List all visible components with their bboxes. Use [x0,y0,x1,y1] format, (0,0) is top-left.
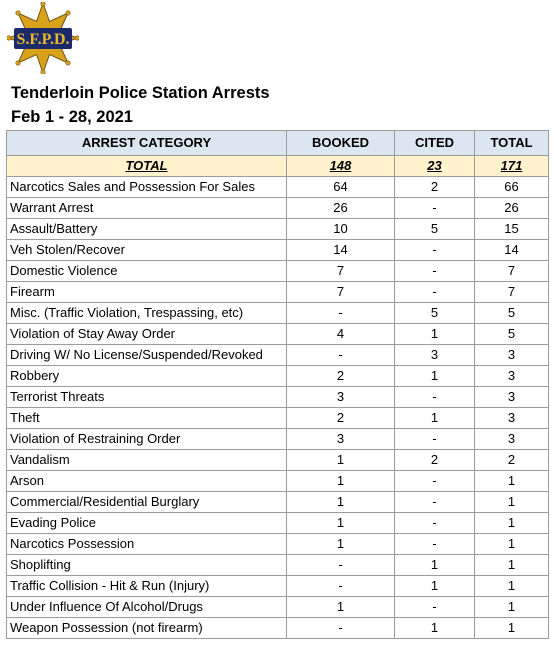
cited-cell: 1 [395,324,475,345]
booked-cell: 26 [287,198,395,219]
booked-cell: - [287,345,395,366]
table-row [7,219,549,240]
arrest-category-cell: Evading Police [7,513,287,534]
booked-cell: 64 [287,177,395,198]
cited-cell: - [395,198,475,219]
total-cell: 1 [475,576,549,597]
table-row [7,534,549,555]
total-cell: 5 [475,324,549,345]
table-row [7,282,549,303]
table-row [7,492,549,513]
arrest-category-cell: Shoplifting [7,555,287,576]
booked-cell: - [287,555,395,576]
table-row [7,366,549,387]
booked-cell: - [287,576,395,597]
total-cell: 66 [475,177,549,198]
booked-cell: 1 [287,513,395,534]
total-cell: 1 [475,618,549,639]
total-cell: 3 [475,387,549,408]
cited-cell: 1 [395,555,475,576]
arrest-category-cell: Firearm [7,282,287,303]
arrest-category-cell: Driving W/ No License/Suspended/Revoked [7,345,287,366]
total-cell: 15 [475,219,549,240]
booked-cell: 14 [287,240,395,261]
booked-cell: 2 [287,408,395,429]
total-cell: 3 [475,408,549,429]
totals-row [7,156,549,177]
arrest-category-cell: Terrorist Threats [7,387,287,408]
sfpd-star-badge-logo [7,2,79,74]
arrest-category-cell: Violation of Stay Away Order [7,324,287,345]
totals-total: 171 [475,156,549,177]
total-cell: 1 [475,513,549,534]
arrest-category-cell: Traffic Collision - Hit & Run (Injury) [7,576,287,597]
cited-cell: 1 [395,408,475,429]
cited-cell: 2 [395,450,475,471]
table-row [7,177,549,198]
total-cell: 1 [475,471,549,492]
table-row [7,303,549,324]
cited-cell: 5 [395,219,475,240]
report-date-range: Feb 1 - 28, 2021 [11,108,133,126]
cited-cell: - [395,261,475,282]
booked-cell: 10 [287,219,395,240]
logo-text: S.F.P.D. [16,31,70,48]
total-cell: 14 [475,240,549,261]
arrest-category-cell: Violation of Restraining Order [7,429,287,450]
cited-cell: - [395,597,475,618]
report-title: Tenderloin Police Station Arrests [11,84,270,102]
arrest-category-cell: Misc. (Traffic Violation, Trespassing, etc) [7,303,287,324]
cited-cell: 3 [395,345,475,366]
total-cell: 3 [475,366,549,387]
arrest-category-cell: Vandalism [7,450,287,471]
table-row [7,324,549,345]
table-row [7,345,549,366]
header-total: TOTAL [475,131,549,156]
total-cell: 2 [475,450,549,471]
booked-cell: 1 [287,471,395,492]
totals-cited: 23 [395,156,475,177]
table-row [7,198,549,219]
table-row [7,261,549,282]
table-row [7,240,549,261]
cited-cell: - [395,387,475,408]
cited-cell: - [395,492,475,513]
table-row [7,387,549,408]
totals-label: TOTAL [7,156,287,177]
total-cell: 1 [475,597,549,618]
arrest-category-cell: Commercial/Residential Burglary [7,492,287,513]
total-cell: 26 [475,198,549,219]
booked-cell: - [287,618,395,639]
arrest-category-cell: Under Influence Of Alcohol/Drugs [7,597,287,618]
arrest-category-cell: Narcotics Possession [7,534,287,555]
cited-cell: - [395,513,475,534]
total-cell: 3 [475,345,549,366]
booked-cell: 1 [287,534,395,555]
table-row [7,555,549,576]
cited-cell: 2 [395,177,475,198]
header-cited: CITED [395,131,475,156]
booked-cell: 7 [287,261,395,282]
cited-cell: 1 [395,618,475,639]
totals-booked: 148 [287,156,395,177]
total-cell: 7 [475,282,549,303]
table-row [7,513,549,534]
booked-cell: 1 [287,597,395,618]
cited-cell: 5 [395,303,475,324]
arrest-category-cell: Veh Stolen/Recover [7,240,287,261]
cited-cell: - [395,471,475,492]
total-cell: 1 [475,492,549,513]
arrest-category-cell: Arson [7,471,287,492]
total-cell: 1 [475,555,549,576]
arrest-category-cell: Robbery [7,366,287,387]
cited-cell: - [395,240,475,261]
table-row [7,618,549,639]
booked-cell: 4 [287,324,395,345]
arrest-category-cell: Assault/Battery [7,219,287,240]
booked-cell: 3 [287,429,395,450]
cited-cell: - [395,534,475,555]
table-row [7,408,549,429]
arrest-category-cell: Warrant Arrest [7,198,287,219]
arrest-category-cell: Narcotics Sales and Possession For Sales [7,177,287,198]
booked-cell: - [287,303,395,324]
booked-cell: 1 [287,492,395,513]
table-row [7,471,549,492]
cited-cell: - [395,429,475,450]
arrest-category-cell: Theft [7,408,287,429]
booked-cell: 1 [287,450,395,471]
booked-cell: 2 [287,366,395,387]
total-cell: 3 [475,429,549,450]
total-cell: 5 [475,303,549,324]
cited-cell: - [395,282,475,303]
table-row [7,576,549,597]
arrests-table [6,130,549,639]
cited-cell: 1 [395,576,475,597]
booked-cell: 3 [287,387,395,408]
arrest-category-cell: Domestic Violence [7,261,287,282]
arrest-category-cell: Weapon Possession (not firearm) [7,618,287,639]
table-row [7,429,549,450]
header-arrest-category: ARREST CATEGORY [7,131,287,156]
table-row [7,597,549,618]
header-booked: BOOKED [287,131,395,156]
header-row [7,131,549,156]
table-row [7,450,549,471]
cited-cell: 1 [395,366,475,387]
total-cell: 1 [475,534,549,555]
booked-cell: 7 [287,282,395,303]
total-cell: 7 [475,261,549,282]
